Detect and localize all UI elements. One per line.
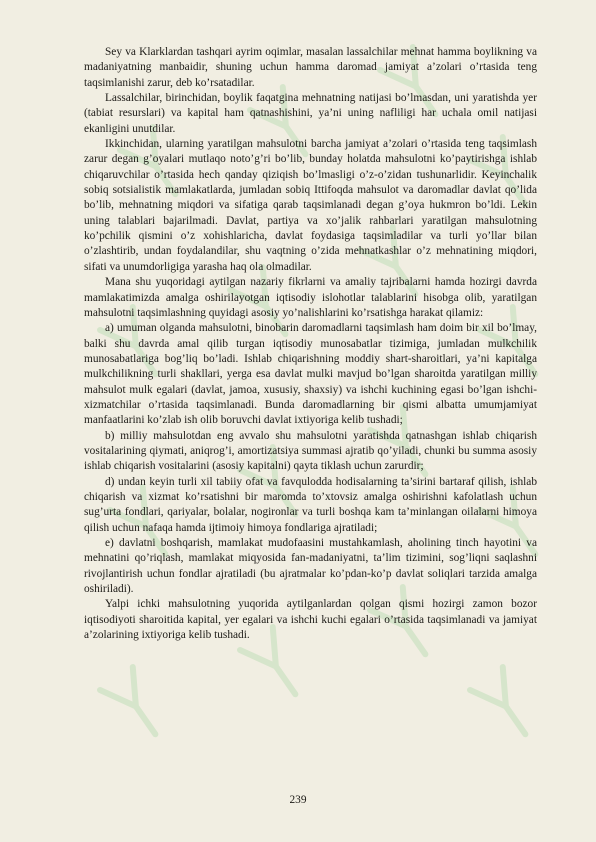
paragraph: Lassalchilar, birinchidan, boylik faqatgina mehnatning natijasi bo’lmasdan, uni yaratishda yer (tabiat resurslari) va kapital ham qatnashishini, ya’ni uning nafliligi har uchala omil natijasi ekanligini unutdilar. [84,92,537,135]
paragraph: Sey va Klarklardan tashqari ayrim oqimlar, masalan lassalchilar mehnat hamma boylikning va madaniyatning manbaidir, shuning uchun hamma daromad jamiyat a’zolari o’rtasida teng taqsimlanishi zarur, deb ko’rsatadilar. [84,46,537,89]
paragraph: Yalpi ichki mahsulotning yuqorida aytilganlardan qolgan qismi hozirgi zamon bozor iqtisodiyoti sharoitida kapital, yer egalari va ishchi kuchi egalari o’rtasida taqsimlanadi va jamiyat a’zolarining ixtiyoriga kelib tushadi. [84,598,537,642]
paragraph: Ikkinchidan, ularning yaratilgan mahsulotni barcha jamiyat a’zolari o’rtasida teng taqsimlash zarur degan g’oyalari mutlaqo noto’g’ri bo’lib, bunday holatda mahsulotni ko’paytirishga ishlab chiqaruvchilar o’rtasida hech qanday qiziqish bo’lmasligi o’z-o’zidan tushunarlidir. Keyinchalik sobiq sotsialistik mamlakatlarda, jumladan sobiq Ittifoqda mahsulot va daromadlar davlat qo’lida bo’lib, mehnatning miqdori va sifatiga qarab taqsimlanadi degan g’oya hukmron bo’ldi. Lekin uning talablari bajarilmadi. Davlat, partiya va xo’jalik rahbarlari yaratilgan mahsulotning ko’pchilik qismini o’z xohishlaricha, davlat foydasiga taqsimladilar va turli yo’llar bilan o’zlashtirib, undan foydalandilar, shu vaqtning o’zida mehnatkashlar o’z mehnatining miqdori, sifati va unumdorligiga yarasha haq ola olmadilar. [84,138,537,273]
list-item-e: e) davlatni boshqarish, mamlakat mudofaasini mustahkamlash, aholining tinch hayotini va mehnatini qo’riqlash, mamlakat miqyosida fan-madaniyatni, ta’lim tizimini, sog’liqni saqlashni rivojlantirish uchun fondlar ajratiladi (bu ajratmalar ko’pdan-ko’p davlat soliqlari tarzida amalga oshiriladi). [84,537,537,596]
page-number: 239 [289,794,307,806]
list-item-b: b) milliy mahsulotdan eng avvalo shu mahsulotni yaratishda qatnashgan ishlab chiqarish vositalarining qiymati, aniqrog’i, amortizatsiya summasi ajratib qo’yiladi, chunki bu summa asosiy ishlab chiqarish vositalarini (asosiy kapitalni) qayta tiklash uchun zarurdir; [84,429,537,473]
list-item-d: d) undan keyin turli xil tabiiy ofat va favqulodda hodisalarning ta’sirini bartaraf qilish, ishlab chiqarish va xizmat ko’rsatishni bir maromda to’xtovsiz amalga oshirishni kafolatlash uchun sug’urta fondlari, qariyalar, bolalar, nogironlar va turli boshqa kam ta’minlangan oilalarni himoya qilish uchun nafaqa hamda ijtimoiy himoya fondlariga ajratiladi; [84,475,537,534]
body-text [84,45,537,643]
list-item-a: a) umuman olganda mahsulotni, binobarin daromadlarni taqsimlash ham doim bir xil bo’lmay, balki shu davrda amal qilib turgan iqtisodiy munosabatlar tizimiga, jumladan mulkchilik munosabatlariga bog’liq bo’ladi. Ishlab chiqarishning moddiy shart-sharoitlari, ya’ni kapitalga mulkchilikning turli shakllari, yerga esa davlat mulki mavjud bo’lgan sharoitda yaratilgan milliy mahsulot mulk egalari (davlat, jamoa, xususiy, shaxsiy) va ishchi kuchining egasi bo’lgan ishchi-xizmatchilar o’rtasida taqsimlanadi. Bunda daromadlarning bir qismi albatta umumjamiyat manfaatlarini ko’zlab ish olib boruvchi davlat ixtiyoriga kelib tushadi; [84,322,537,427]
paragraph: Mana shu yuqoridagi aytilgan nazariy fikrlarni va amaliy tajribalarni hamda hozirgi davrda mamlakatimizda amalga oshirilayotgan iqtisodiy islohotlar talablarini hisobga olib, yaratilgan mahsulotni taqsimlashning quyidagi asosiy yo’nalishlarini ko’rsatishga harakat qilamiz: [84,276,537,319]
